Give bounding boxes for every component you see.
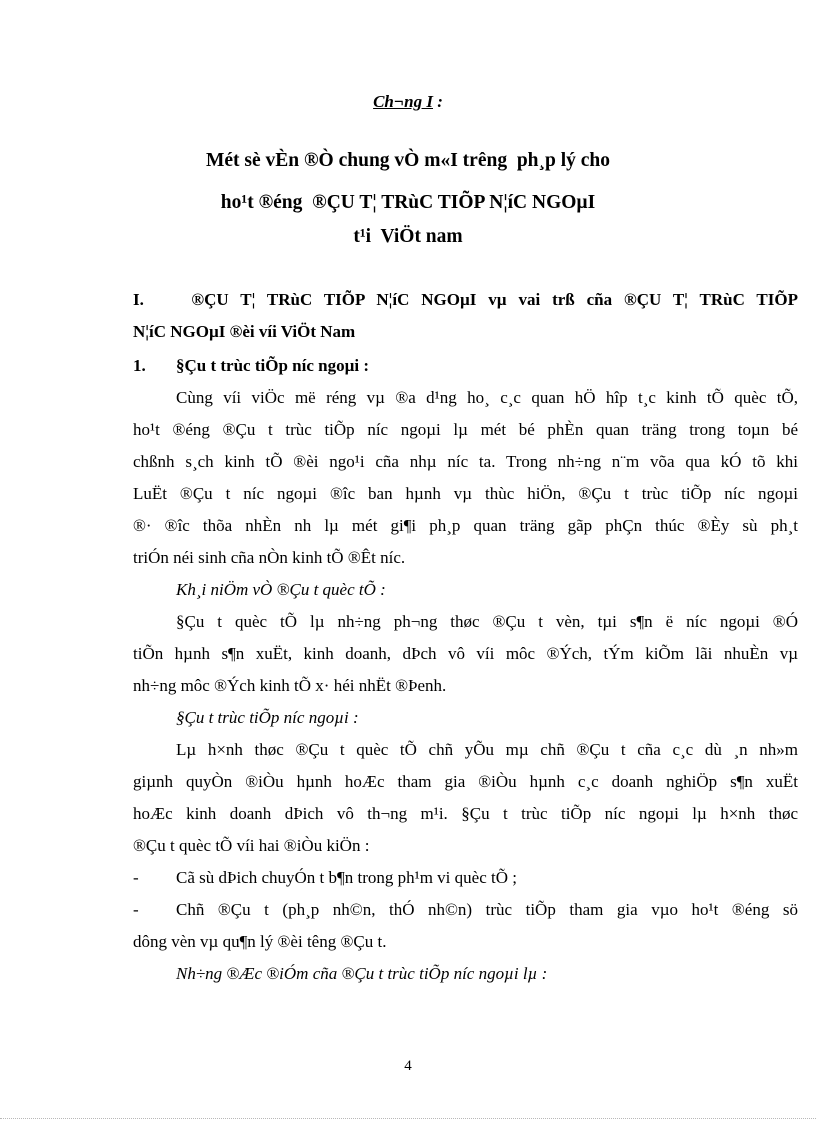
subsection-heading: §Çu t trùc tiÕp níc ngoµi : (176, 356, 370, 375)
definition-heading-2: §Çu t trùc tiÕp níc ngoµi : (176, 708, 359, 727)
bullet-marker-2: - (133, 900, 139, 919)
chapter-heading (0, 92, 816, 112)
title-line-3: t¹i ViÖt nam (353, 226, 463, 247)
subsection-number: 1. (133, 356, 146, 375)
paragraph-1-line-3: chßnh s¸ch kinh tÕ ®èi ngo¹i cña nhµ níc ta. Trong nh÷ng n¨m võa qua kÓ tõ khi (133, 452, 798, 471)
paragraph-3-line-2: giµnh quyÒn ®iÒu hµnh hoÆc tham gia ®iÒu hµnh c¸c doanh nghiÖp s¶n xuËt (133, 772, 798, 791)
paragraph-1-line-2: ho¹t ®éng ®Çu t trùc tiÕp níc ngoµi lµ mét bé phÈn quan träng trong toµn bé (133, 420, 798, 439)
title-line-1: Mét sè vÈn ®Ò chung vÒ m«I trêng ph¸p lý cho (205, 150, 611, 171)
definition-heading-1: Kh¸i niÖm vÒ ®Çu t quèc tÕ : (176, 580, 386, 599)
paragraph-2-line-1: §Çu t quèc tÕ lµ nh÷ng ph¬ng thøc ®Çu t vèn, tµi s¶n ë níc ngoµi ®Ó (176, 612, 798, 631)
bullet-item-2-continuation: dông vèn vµ qu¶n lý ®èi têng ®Çu t. (133, 932, 387, 951)
paragraph-3-line-3: hoÆc kinh doanh dÞich vô th¬ng m¹i. §Çu t trùc tiÕp níc ngoµi lµ h×nh thøc (133, 804, 798, 823)
paragraph-2-line-2: tiÕn hµnh s¶n xuËt, kinh doanh, dÞch vô víi môc ®Ých, tÝm kiÕm lãi nhuÈn vµ (133, 644, 798, 663)
chapter-suffix: : (433, 92, 443, 111)
paragraph-1-line-4: LuËt ®Çu t níc ngoµi ®îc ban hµnh vµ thùc hiÖn, ®Çu t trùc tiÕp níc ngoµi (133, 484, 798, 503)
definition-heading-3: Nh÷ng ®Æc ®iÓm cña ®Çu t trùc tiÕp níc ngoµi lµ : (176, 964, 548, 983)
paragraph-2-line-3: nh÷ng môc ®Ých kinh tÕ x· héi nhËt ®Þenh. (133, 676, 447, 695)
paragraph-1-line-1: Cùng víi viÖc më réng vµ ®a d¹ng ho¸ c¸c quan hÖ hîp t¸c kinh tÕ quèc tÕ, (176, 388, 798, 407)
bullet-item-1: Cã sù dÞich chuyÓn t b¶n trong ph¹m vi quèc tÕ ; (176, 868, 517, 887)
paragraph-1-line-6: triÓn néi sinh cña nÒn kinh tÕ ®Êt níc. (133, 548, 406, 567)
title-line-2: ho¹t ®éng ®ÇU T¦ TRùC TIÕP N¦íC NGOµI (220, 192, 596, 213)
paragraph-1-line-5: ®· ®îc thõa nhÈn nh lµ mét gi¶i ph¸p quan träng gãp phÇn thúc ®Èy sù ph¸t (133, 516, 798, 535)
page-bottom-rule (0, 1118, 816, 1119)
bullet-item-2: Chñ ®Çu t (ph¸p nh©n, thÓ nh©n) trùc tiÕp tham gia vµo ho¹t ®éng sö (176, 900, 798, 919)
bullet-marker-1: - (133, 868, 139, 887)
page-number: 4 (404, 1058, 412, 1074)
chapter-label: Ch¬ng I (373, 92, 433, 111)
paragraph-3-line-1: Lµ h×nh thøc ®Çu t quèc tÕ chñ yÕu mµ chñ ®Çu t cña c¸c dù ¸n nh»m (176, 740, 798, 759)
section-heading-line-1: I. ®ÇU T¦ TRùC TIÕP N¦íC NGOµI vµ vai trß cña ®ÇU T¦ TRùC TIÕP (133, 290, 798, 309)
section-heading-line-2: N¦íC NGOµI ®èi víi ViÖt Nam (133, 322, 356, 341)
paragraph-3-line-4: ®Çu t quèc tÕ víi hai ®iÒu kiÖn : (133, 836, 370, 855)
